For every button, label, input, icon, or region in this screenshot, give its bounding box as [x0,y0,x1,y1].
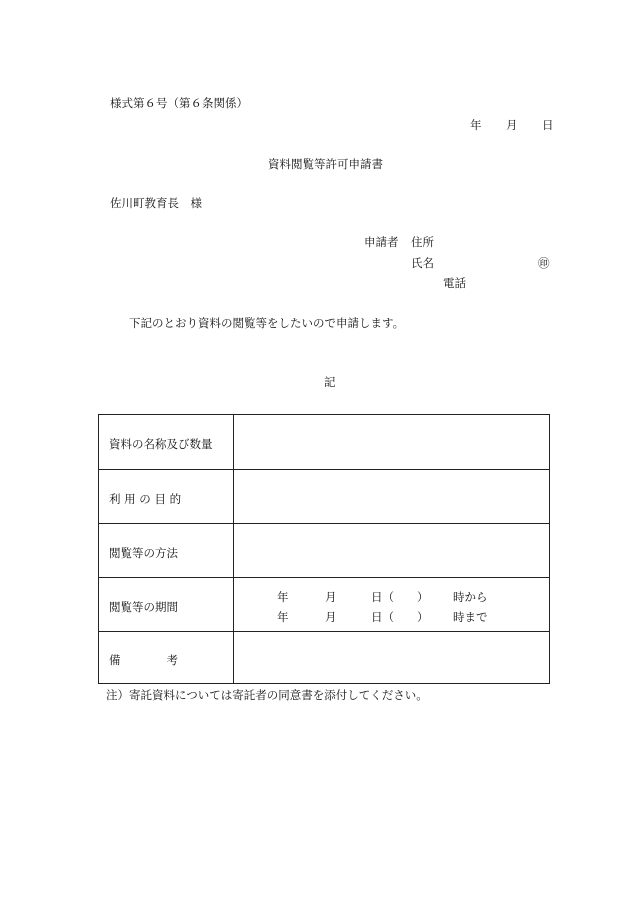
table-row [99,523,549,577]
applicant-label: 申請者 [364,235,399,249]
row-label-materials: 資料の名称及び数量 [109,437,213,451]
date-month-label: 月 [506,118,518,132]
seal-mark: ㊞ [538,256,550,270]
table-row [99,631,549,683]
table-row [99,577,549,631]
date-line [470,118,554,134]
name-label: 氏名 [411,256,434,270]
address-label: 住所 [411,235,434,249]
row-label-remarks: 備 考 [109,653,178,667]
table-row [99,415,549,469]
application-table [98,414,550,684]
document-title: 資料閲覧等許可申請書 [268,157,383,171]
ki-heading: 記 [324,375,336,389]
period-until-label: 時まで [453,610,488,624]
form-number: 様式第６号（第６条関係） [110,96,248,110]
period-from-year: 年 [277,590,289,604]
addressee: 佐川町教育長 様 [110,196,202,210]
row-label-period: 閲覧等の期間 [109,600,178,614]
period-until-day: 日（ ） [371,610,429,624]
date-day-label: 日 [542,118,554,132]
date-year-label: 年 [470,118,482,132]
table-column-divider [233,415,234,683]
table-row [99,469,549,523]
phone-label: 電話 [443,276,466,290]
period-from-label: 時から [453,590,488,604]
period-until-month: 月 [325,610,337,624]
statement: 下記のとおり資料の閲覧等をしたいので申請します。 [129,316,405,330]
row-label-method: 閲覧等の方法 [109,546,178,560]
period-from-month: 月 [325,590,337,604]
period-from-day: 日（ ） [371,590,429,604]
period-until-year: 年 [277,610,289,624]
row-label-purpose: 利 用 の 目 的 [109,492,182,506]
footnote: 注）寄託資料については寄託者の同意書を添付してください。 [106,688,428,702]
